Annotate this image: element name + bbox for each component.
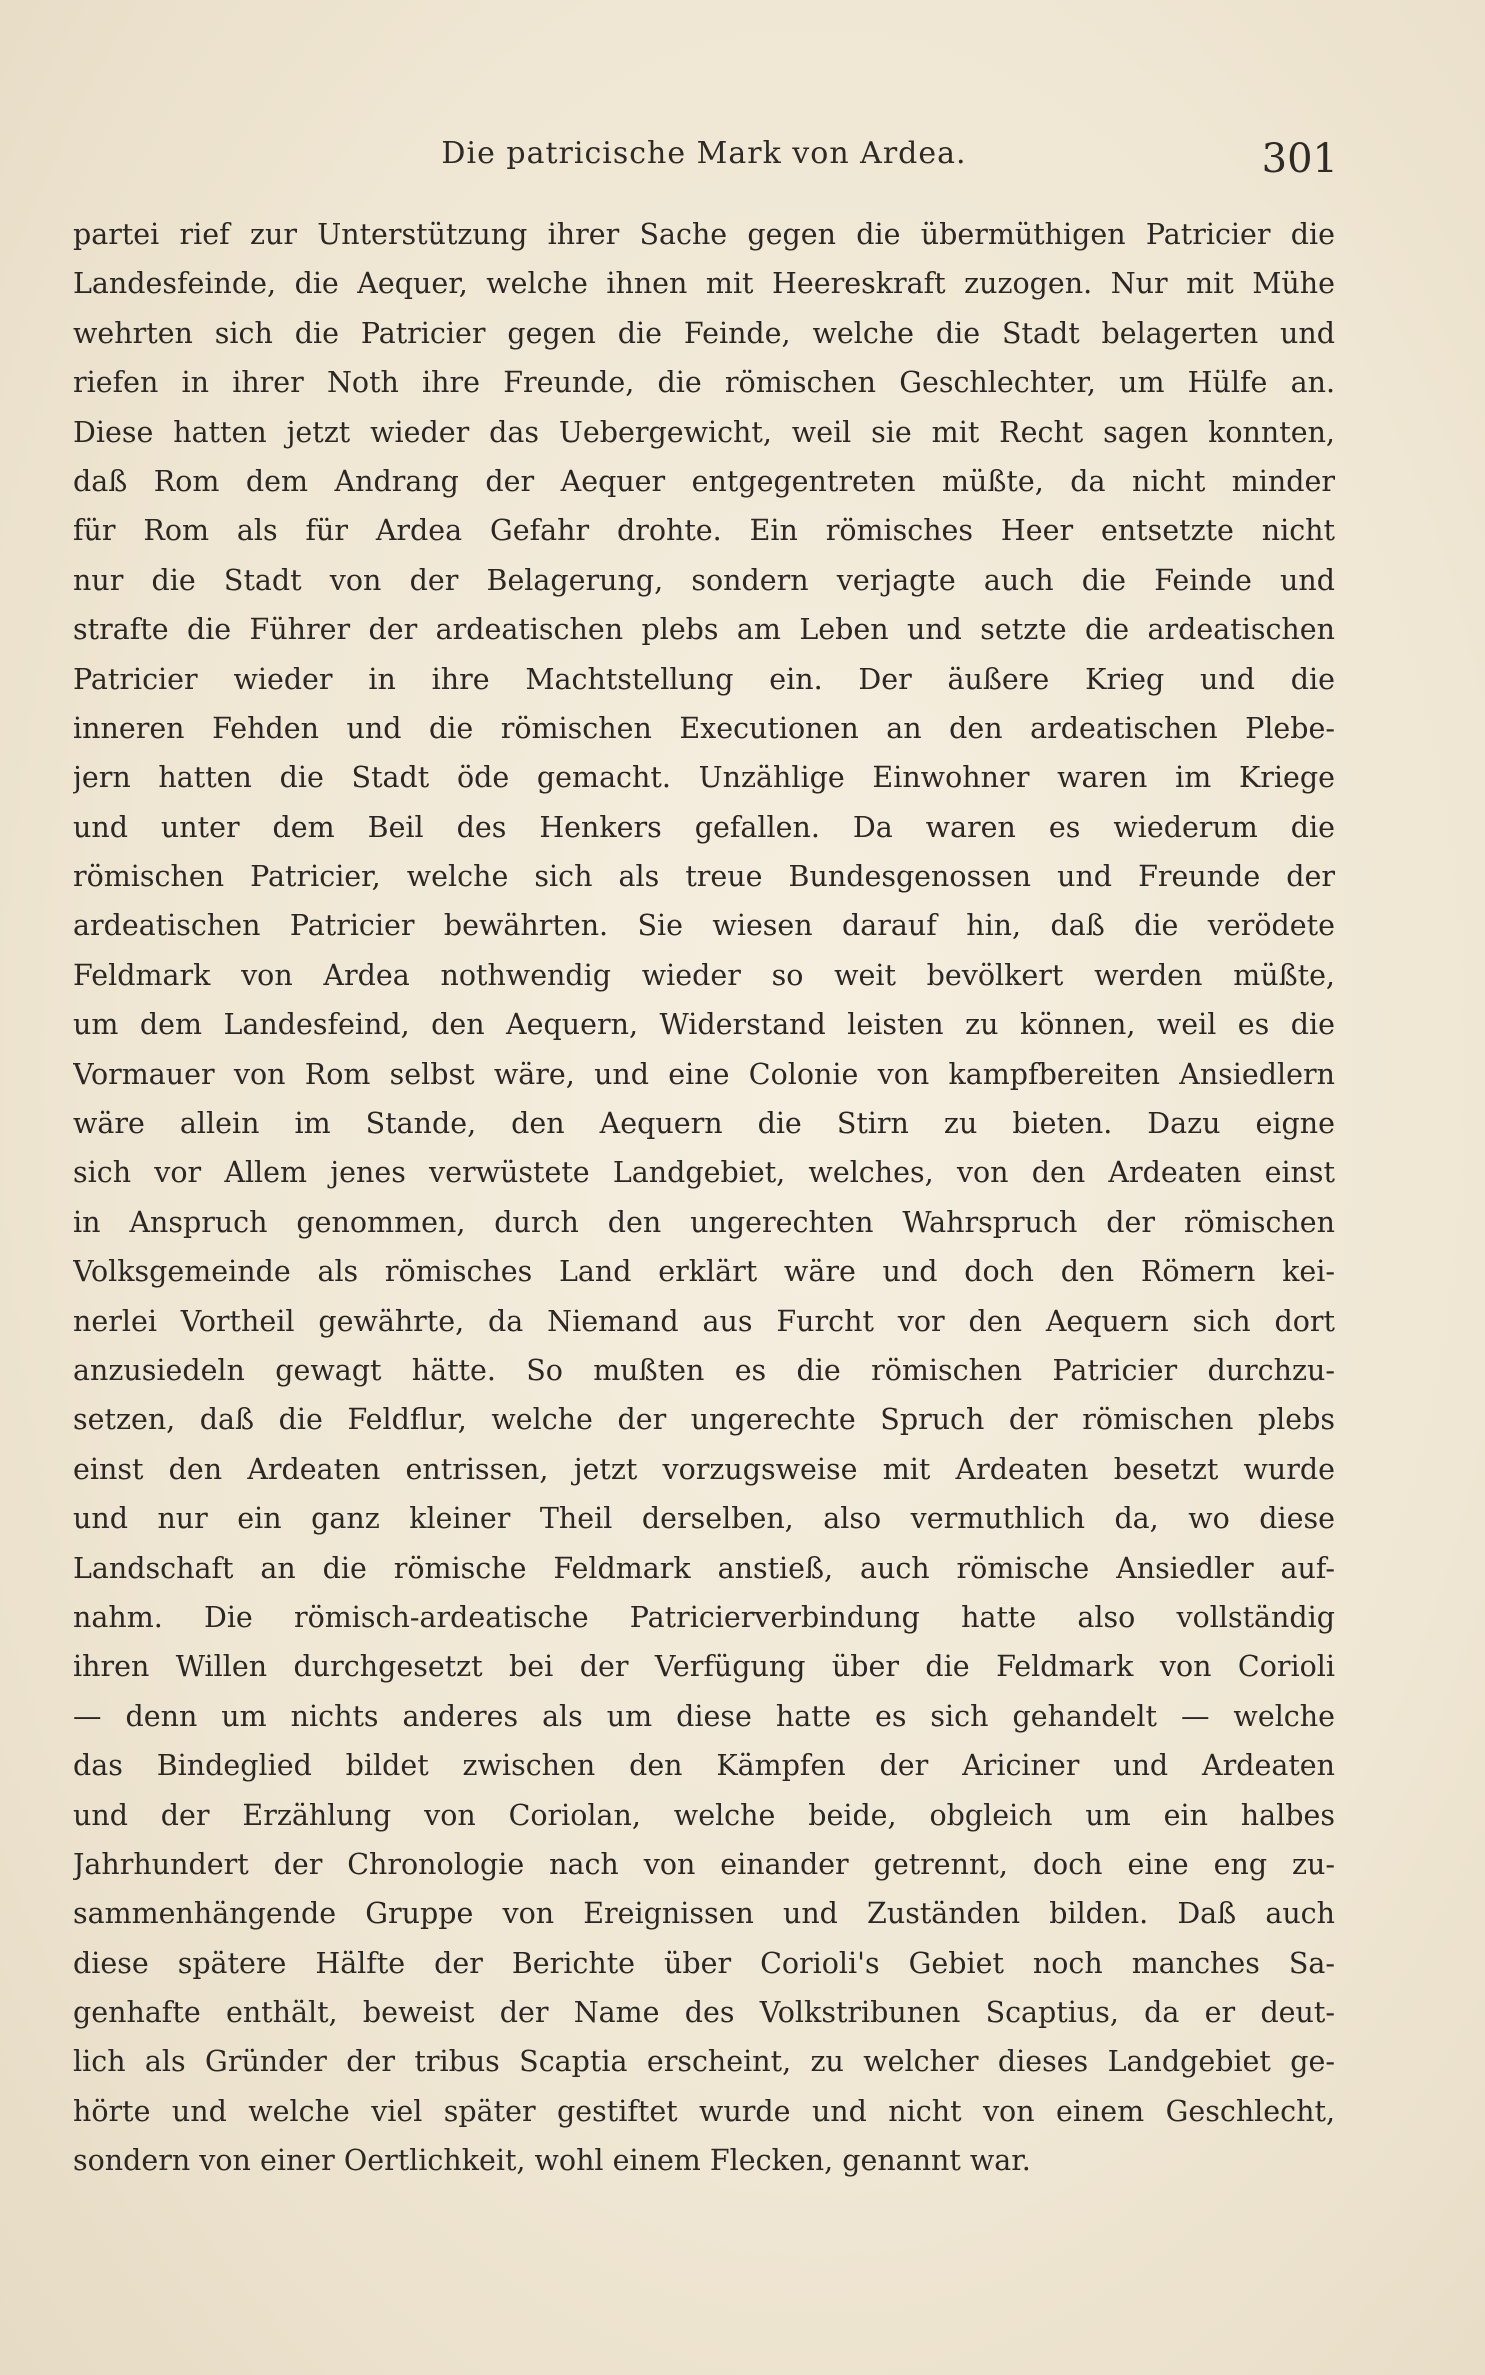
text-line: Landesfeinde, die Aequer, welche ihnen mit Heereskraft zuzogen. Nur mit Mühe	[73, 267, 1335, 301]
text-line: genhafte enthält, beweist der Name des Volkstribunen Scaptius, da er deut-	[73, 1996, 1335, 2030]
text-line: hörte und welche viel später gestiftet wurde und nicht von einem Geschlecht,	[73, 2094, 1335, 2128]
page-header	[70, 128, 1338, 188]
text-line: daß Rom dem Andrang der Aequer entgegentreten müßte, da nicht minder	[73, 464, 1335, 498]
text-line: ihren Willen durchgesetzt bei der Verfügung über die Feldmark von Corioli	[73, 1650, 1335, 1684]
text-line: nur die Stadt von der Belagerung, sondern verjagte auch die Feinde und	[73, 563, 1335, 597]
text-line: für Rom als für Ardea Gefahr drohte. Ein römisches Heer entsetzte nicht	[73, 514, 1335, 548]
text-line: um dem Landesfeind, den Aequern, Widerstand leisten zu können, weil es die	[73, 1008, 1335, 1042]
page-number: 301	[1261, 136, 1338, 182]
text-line: ardeatischen Patricier bewährten. Sie wiesen darauf hin, daß die verödete	[73, 909, 1335, 943]
running-title: Die patricische Mark von Ardea.	[441, 136, 967, 171]
text-line: wehrten sich die Patricier gegen die Feinde, welche die Stadt belagerten und	[73, 316, 1335, 350]
text-line: nahm. Die römisch-ardeatische Patricierverbindung hatte also vollständig	[73, 1600, 1335, 1634]
text-line: setzen, daß die Feldflur, welche der ungerechte Spruch der römischen plebs	[73, 1403, 1335, 1437]
text-line: einst den Ardeaten entrissen, jetzt vorzugsweise mit Ardeaten besetzt wurde	[73, 1452, 1335, 1486]
text-line: Volksgemeinde als römisches Land erklärt wäre und doch den Römern kei-	[73, 1255, 1335, 1289]
text-line: wäre allein im Stande, den Aequern die Stirn zu bieten. Dazu eigne	[73, 1107, 1335, 1141]
text-line: diese spätere Hälfte der Berichte über Corioli's Gebiet noch manches Sa-	[73, 1946, 1335, 1980]
text-line: Landschaft an die römische Feldmark anstieß, auch römische Ansiedler auf-	[73, 1551, 1335, 1585]
text-line: römischen Patricier, welche sich als treue Bundesgenossen und Freunde der	[73, 860, 1335, 894]
text-line: Diese hatten jetzt wieder das Uebergewicht, weil sie mit Recht sagen konnten,	[73, 415, 1335, 449]
text-line: sondern von einer Oertlichkeit, wohl einem Flecken, genannt war.	[73, 2144, 1031, 2178]
text-line: jern hatten die Stadt öde gemacht. Unzählige Einwohner waren im Kriege	[73, 761, 1335, 795]
text-line: strafte die Führer der ardeatischen plebs am Leben und setzte die ardeatischen	[73, 613, 1335, 647]
body-text	[73, 210, 1335, 2186]
text-line: lich als Gründer der tribus Scaptia erscheint, zu welcher dieses Landgebiet ge-	[73, 2045, 1335, 2079]
text-line: anzusiedeln gewagt hätte. So mußten es die römischen Patricier durchzu-	[73, 1353, 1335, 1387]
text-line: nerlei Vortheil gewährte, da Niemand aus Furcht vor den Aequern sich dort	[73, 1304, 1335, 1338]
text-line: in Anspruch genommen, durch den ungerechten Wahrspruch der römischen	[73, 1205, 1335, 1239]
text-line: Jahrhundert der Chronologie nach von einander getrennt, doch eine eng zu-	[73, 1847, 1335, 1881]
text-line: riefen in ihrer Noth ihre Freunde, die römischen Geschlechter, um Hülfe an.	[73, 366, 1335, 400]
text-line: Feldmark von Ardea nothwendig wieder so weit bevölkert werden müßte,	[73, 958, 1335, 992]
text-line: sammenhängende Gruppe von Ereignissen und Zuständen bilden. Daß auch	[73, 1897, 1335, 1931]
text-line: und der Erzählung von Coriolan, welche beide, obgleich um ein halbes	[73, 1798, 1335, 1832]
text-line: Patricier wieder in ihre Machtstellung ein. Der äußere Krieg und die	[73, 662, 1335, 696]
text-line: das Bindeglied bildet zwischen den Kämpfen der Ariciner und Ardeaten	[73, 1749, 1335, 1783]
text-line: sich vor Allem jenes verwüstete Landgebiet, welches, von den Ardeaten einst	[73, 1156, 1335, 1190]
text-line: und nur ein ganz kleiner Theil derselben, also vermuthlich da, wo diese	[73, 1502, 1335, 1536]
text-line: partei rief zur Unterstützung ihrer Sache gegen die übermüthigen Patricier die	[73, 218, 1335, 251]
text-line: und unter dem Beil des Henkers gefallen. Da waren es wiederum die	[73, 810, 1335, 844]
text-line: — denn um nichts anderes als um diese hatte es sich gehandelt — welche	[73, 1699, 1335, 1733]
text-line: Vormauer von Rom selbst wäre, und eine Colonie von kampfbereiten Ansiedlern	[73, 1057, 1335, 1091]
text-line: inneren Fehden und die römischen Executionen an den ardeatischen Plebe-	[73, 711, 1335, 745]
